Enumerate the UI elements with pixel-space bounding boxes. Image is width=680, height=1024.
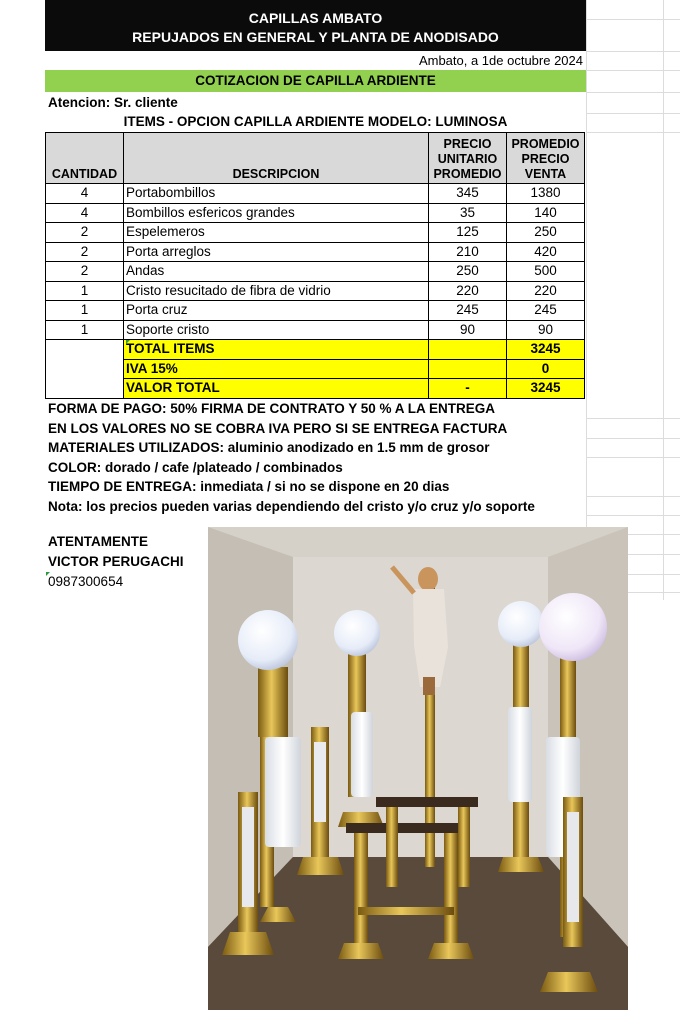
total-price-cell: 1380 [506,184,584,204]
items-title: ITEMS - OPCION CAPILLA ARDIENTE MODELO: LUMINOSA [123,114,508,129]
total-price-cell: 140 [506,203,584,223]
cell-comment-marker [46,572,50,576]
qty-cell: 2 [46,223,124,243]
note-iva: EN LOS VALORES NO SE COBRA IVA PERO SI SE ENTREGA FACTURA [48,420,508,436]
table-row [46,203,585,223]
unit-price-cell: 245 [429,301,507,321]
total-price-cell: 220 [506,281,584,301]
qty-cell: 2 [46,242,124,262]
total-price-cell: 90 [506,320,584,340]
col-header-precio-unitario [429,133,507,184]
grid-line [586,496,680,497]
quote-date: Ambato, a 1de octubre 2024 [418,53,583,68]
grid-line [586,51,680,52]
quote-table [45,132,585,399]
table-row [46,281,585,301]
header-line: PRECIO [443,137,492,151]
capilla-illustration [208,527,628,1010]
company-name: CAPILLAS AMBATO [248,10,383,26]
grid-line [586,515,680,516]
qty-cell: 1 [46,281,124,301]
desc-cell: Cristo resucitado de fibra de vidrio [123,281,428,301]
total-price-cell: 420 [506,242,584,262]
valor-total-value: 3245 [506,379,584,399]
note-payment: FORMA DE PAGO: 50% FIRMA DE CONTRATO Y 50 % A LA ENTREGA [48,401,496,416]
note-delivery: TIEMPO DE ENTREGA: inmediata / si no se dispone en 20 dias [48,479,450,494]
iva-label: IVA 15% [123,359,428,379]
unit-price-cell: 35 [429,203,507,223]
table-header-row [46,133,585,184]
table-row [46,223,585,243]
iva-value: 0 [506,359,584,379]
total-items-label: TOTAL ITEMS [123,340,428,360]
cell-comment-marker [126,340,130,344]
unit-price-cell: 125 [429,223,507,243]
qty-cell: 4 [46,203,124,223]
closing-text: ATENTAMENTE [48,534,148,549]
col-header-promedio-venta [506,133,584,184]
christ-legs [423,677,435,695]
signer-name: VICTOR PERUGACHI [48,554,184,569]
valor-total-mid: - [429,379,507,399]
unit-price-cell: 345 [429,184,507,204]
header-line: PROMEDIO [433,167,502,181]
note-prices: Nota: los precios pueden varias dependiendo del cristo y/o cruz y/o soporte [48,498,535,514]
valor-total-row [46,379,585,399]
table-row [46,262,585,282]
desc-cell: Espelemeros [123,223,428,243]
valor-total-label: VALOR TOTAL [123,379,428,399]
qty-cell: 1 [46,301,124,321]
christ-head [418,567,438,591]
desc-cell: Soporte cristo [123,320,428,340]
grid-line [586,457,680,458]
header-line: UNITARIO [437,152,498,166]
grid-line [586,70,680,71]
grid-line [586,132,680,133]
desc-cell: Andas [123,262,428,282]
empty-cell [46,340,124,360]
desc-cell: Portabombillos [123,184,428,204]
quote-title: COTIZACION DE CAPILLA ARDIENTE [45,70,586,92]
qty-cell: 1 [46,320,124,340]
empty-cell [46,379,124,399]
total-items-mid [429,340,507,360]
header-line: PRECIO [521,152,570,166]
company-tagline: REPUJADOS EN GENERAL Y PLANTA DE ANODISADO [132,29,499,45]
unit-price-cell: 210 [429,242,507,262]
christ-robe [413,589,448,687]
grid-line [586,418,680,419]
signer-phone: 0987300654 [48,574,124,589]
unit-price-cell: 90 [429,320,507,340]
table-row [46,301,585,321]
espelemero-right [563,797,583,947]
note-color: COLOR: dorado / cafe /plateado / combinados [48,459,343,475]
unit-price-cell: 250 [429,262,507,282]
desc-cell: Porta cruz [123,301,428,321]
terms-notes [48,399,535,516]
empty-cell [46,359,124,379]
header-line: VENTA [524,167,567,181]
signature-block [48,532,184,592]
grid-line [663,0,664,600]
company-header [45,0,586,51]
table-row [46,242,585,262]
table-row [46,184,585,204]
attention-line: Atencion: Sr. cliente [48,95,178,110]
col-header-cantidad: CANTIDAD [46,133,124,184]
total-price-cell: 245 [506,301,584,321]
header-line: PROMEDIO [511,137,580,151]
desc-cell: Porta arreglos [123,242,428,262]
unit-price-cell: 220 [429,281,507,301]
desc-cell: Bombillos esfericos grandes [123,203,428,223]
total-items-value: 3245 [506,340,584,360]
note-materials: MATERIALES UTILIZADOS: aluminio anodizado en 1.5 mm de grosor [48,440,490,455]
iva-row [46,359,585,379]
grid-line [586,92,680,93]
grid-line [586,0,587,600]
table-row [46,320,585,340]
grid-line [586,113,680,114]
product-photo [208,527,628,1010]
grid-line [586,438,680,439]
qty-cell: 4 [46,184,124,204]
col-header-descripcion: DESCRIPCION [123,133,428,184]
total-price-cell: 250 [506,223,584,243]
grid-line [586,19,680,20]
iva-mid [429,359,507,379]
qty-cell: 2 [46,262,124,282]
total-price-cell: 500 [506,262,584,282]
